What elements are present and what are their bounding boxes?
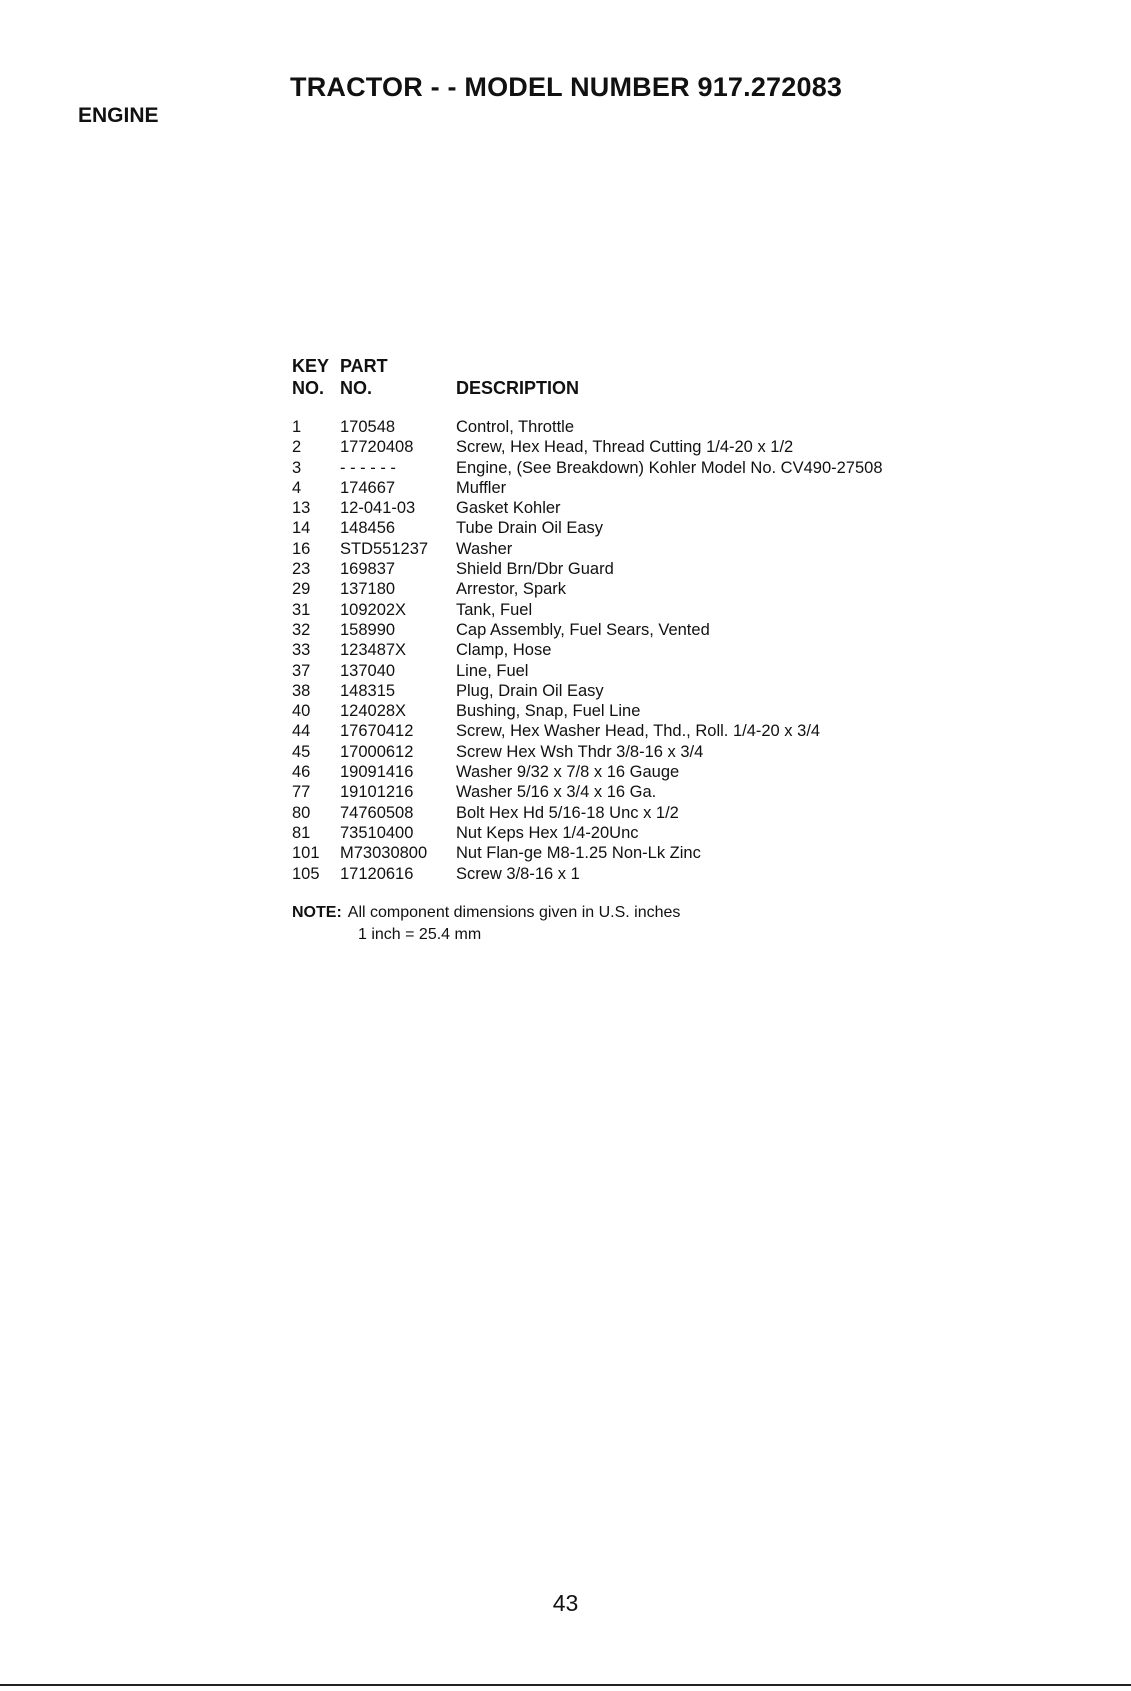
key-number: 101	[292, 844, 320, 863]
parts-row	[292, 478, 992, 498]
parts-row	[292, 823, 992, 843]
note-conversion: 1 inch = 25.4 mm	[358, 926, 482, 943]
part-description: Shield Brn/Dbr Guard	[456, 560, 614, 579]
part-number: 12-041-03	[340, 499, 416, 518]
key-number: 38	[292, 681, 311, 700]
part-number: 169837	[340, 560, 396, 579]
parts-row	[292, 600, 992, 620]
note-block	[292, 902, 680, 946]
header-key-line2: NO.	[292, 378, 325, 398]
key-number: 77	[292, 783, 311, 802]
part-description: Screw 3/8-16 x 1	[456, 864, 580, 883]
key-number: 14	[292, 519, 311, 538]
part-description: Clamp, Hose	[456, 641, 552, 660]
part-description: Screw, Hex Washer Head, Thd., Roll. 1/4-20 x 3/4	[456, 722, 821, 741]
part-description: Washer 5/16 x 3/4 x 16 Ga.	[456, 783, 657, 802]
part-number: 158990	[340, 620, 396, 639]
part-description: Line, Fuel	[456, 661, 529, 680]
part-number: 174667	[340, 478, 396, 497]
key-number: 4	[292, 478, 302, 497]
key-number: 46	[292, 763, 311, 782]
part-description: Washer 9/32 x 7/8 x 16 Gauge	[456, 763, 680, 782]
header-key-line1: KEY	[292, 356, 330, 376]
part-number: 17120616	[340, 864, 414, 883]
part-number: 148315	[340, 681, 396, 700]
part-number: 137040	[340, 661, 396, 680]
parts-row	[292, 458, 992, 478]
header-description: DESCRIPTION	[456, 378, 580, 398]
parts-row	[292, 498, 992, 518]
parts-row	[292, 843, 992, 863]
part-number: 19101216	[340, 783, 414, 802]
parts-row	[292, 579, 992, 599]
part-number: 170548	[340, 418, 396, 436]
part-description: Control, Throttle	[456, 418, 574, 436]
part-number: 17670412	[340, 722, 414, 741]
part-description: Washer	[456, 539, 513, 558]
part-description: Bushing, Snap, Fuel Line	[456, 702, 641, 721]
key-number: 13	[292, 499, 311, 518]
key-number: 1	[292, 418, 302, 436]
key-number: 37	[292, 661, 311, 680]
parts-row	[292, 803, 992, 823]
parts-row	[292, 437, 992, 457]
part-description: Gasket Kohler	[456, 499, 561, 518]
part-number: 17720408	[340, 438, 414, 457]
header-part-line1: PART	[340, 356, 388, 376]
key-number: 45	[292, 742, 311, 761]
part-number: 19091416	[340, 763, 414, 782]
key-number: 81	[292, 823, 311, 842]
bottom-divider	[0, 1684, 1131, 1686]
part-number: 137180	[340, 580, 396, 599]
part-description: Arrestor, Spark	[456, 580, 567, 599]
key-number: 80	[292, 803, 311, 822]
page-title: TRACTOR - - MODEL NUMBER 917.272083	[290, 72, 843, 102]
part-number: 74760508	[340, 803, 414, 822]
note-text: All component dimensions given in U.S. inches	[347, 904, 681, 921]
key-number: 32	[292, 620, 311, 639]
parts-row	[292, 681, 992, 701]
key-number: 33	[292, 641, 311, 660]
key-number: 23	[292, 560, 311, 579]
parts-row	[292, 559, 992, 579]
parts-row	[292, 518, 992, 538]
parts-row	[292, 539, 992, 559]
page-number: 43	[552, 1590, 579, 1616]
header-part-line2: NO.	[340, 378, 373, 398]
key-number: 16	[292, 539, 311, 558]
part-number: STD551237	[340, 539, 429, 558]
part-description: Nut Keps Hex 1/4-20Unc	[456, 823, 639, 842]
part-description: Cap Assembly, Fuel Sears, Vented	[456, 620, 710, 639]
parts-row	[292, 661, 992, 681]
parts-row	[292, 620, 992, 640]
parts-row	[292, 701, 992, 721]
section-label-engine: ENGINE	[78, 104, 159, 127]
part-number: 123487X	[340, 641, 407, 660]
part-number: 73510400	[340, 823, 414, 842]
part-number: 148456	[340, 519, 396, 538]
part-description: Tank, Fuel	[456, 600, 533, 619]
note-label: NOTE:	[292, 904, 342, 921]
key-number: 3	[292, 458, 302, 477]
parts-row	[292, 417, 992, 437]
part-description: Tube Drain Oil Easy	[456, 519, 604, 538]
part-number: 124028X	[340, 702, 407, 721]
part-description: Screw, Hex Head, Thread Cutting 1/4-20 x 1/2	[456, 438, 794, 457]
parts-row	[292, 864, 992, 884]
parts-row	[292, 742, 992, 762]
part-number: M73030800	[340, 844, 428, 863]
key-number: 105	[292, 864, 320, 883]
key-number: 2	[292, 438, 302, 457]
key-number: 29	[292, 580, 311, 599]
part-description: Bolt Hex Hd 5/16-18 Unc x 1/2	[456, 803, 679, 822]
key-number: 40	[292, 702, 311, 721]
part-description: Screw Hex Wsh Thdr 3/8-16 x 3/4	[456, 742, 704, 761]
part-description: Engine, (See Breakdown) Kohler Model No. CV490-27508	[456, 458, 883, 477]
key-number: 31	[292, 600, 311, 619]
key-number: 44	[292, 722, 311, 741]
parts-list	[292, 417, 992, 884]
parts-row	[292, 782, 992, 802]
part-description: Nut Flan-ge M8-1.25 Non-Lk Zinc	[456, 844, 701, 863]
part-description: Plug, Drain Oil Easy	[456, 681, 604, 700]
parts-row	[292, 721, 992, 741]
part-description: Muffler	[456, 478, 507, 497]
part-number: 17000612	[340, 742, 414, 761]
part-number: - - - - - -	[340, 458, 396, 477]
parts-row	[292, 762, 992, 782]
parts-row	[292, 640, 992, 660]
part-number: 109202X	[340, 600, 407, 619]
